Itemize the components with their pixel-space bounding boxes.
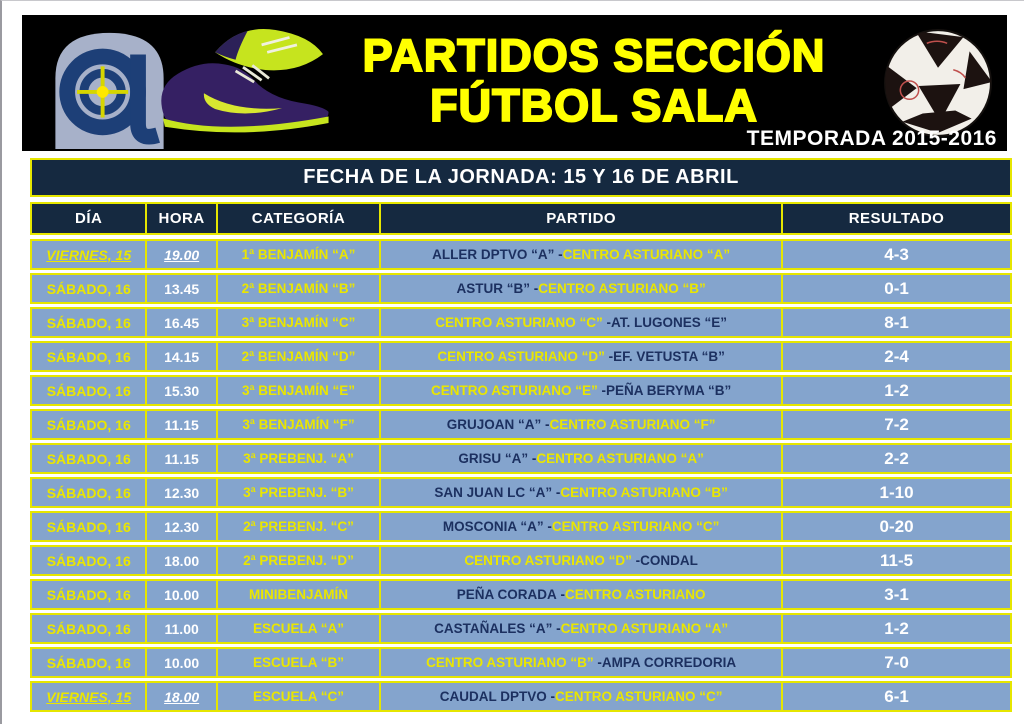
match-result: 3-1: [781, 581, 1010, 608]
table-row: [30, 579, 1012, 610]
away-team: AT. LUGONES “E”: [611, 315, 728, 330]
table-row: [30, 341, 1012, 372]
teams-separator: -: [543, 519, 552, 534]
match-category: 2ª BENJAMÍN “B”: [216, 275, 379, 302]
home-team: MOSCONIA “A”: [442, 519, 544, 534]
away-team: AMPA CORREDORIA: [601, 655, 737, 670]
match-teams: [379, 479, 781, 506]
away-team: CENTRO ASTURIANO “A”: [562, 247, 731, 262]
match-day: VIERNES, 15: [46, 688, 132, 705]
match-result: 0-20: [781, 513, 1010, 540]
soccer-ball-image: [882, 27, 994, 139]
column-header-dia: DÍA: [75, 210, 103, 227]
match-time: 19.00: [145, 241, 215, 268]
match-result: 11-5: [781, 547, 1010, 574]
futsal-shoes-image: [150, 19, 336, 147]
match-day: SÁBADO, 16: [46, 620, 131, 637]
home-team: CENTRO ASTURIANO “B”: [426, 655, 594, 670]
table-row: [30, 239, 1012, 270]
away-team: EF. VETUSTA “B”: [613, 349, 725, 364]
match-time: 15.30: [145, 377, 215, 404]
header-banner: [22, 15, 1007, 151]
match-result: 6-1: [781, 683, 1010, 710]
table-row: [30, 477, 1012, 508]
match-category: 2ª PREBENJ. “C”: [216, 513, 379, 540]
match-result: 8-1: [781, 309, 1010, 336]
table-row: [30, 613, 1012, 644]
title-line1: PARTIDOS SECCIÓN: [362, 30, 826, 81]
teams-separator: -: [546, 689, 556, 704]
match-time: 11.15: [145, 445, 215, 472]
match-category: 3ª BENJAMÍN “F”: [216, 411, 379, 438]
match-result: 2-4: [781, 343, 1010, 370]
match-result: 7-0: [781, 649, 1010, 676]
home-team: CENTRO ASTURIANO “C”: [435, 315, 603, 330]
table-row: [30, 511, 1012, 542]
match-result: 0-1: [781, 275, 1010, 302]
match-category: 3ª BENJAMÍN “E”: [216, 377, 379, 404]
away-team: CENTRO ASTURIANO “F”: [549, 417, 716, 432]
column-header-partido: PARTIDO: [379, 204, 781, 233]
match-time: 14.15: [145, 343, 215, 370]
table-row: [30, 273, 1012, 304]
match-time: 12.30: [145, 479, 215, 506]
match-day: SÁBADO, 16: [46, 348, 131, 365]
match-time: 16.45: [145, 309, 215, 336]
match-category: ESCUELA “C”: [216, 683, 379, 710]
match-teams: [379, 615, 781, 642]
match-category: 2ª PREBENJ. “D”: [216, 547, 379, 574]
table-body: [30, 239, 1012, 712]
match-time: 18.00: [145, 547, 215, 574]
match-teams: [379, 411, 781, 438]
match-day: SÁBADO, 16: [46, 484, 131, 501]
home-team: SAN JUAN LC “A”: [434, 485, 553, 500]
match-day: SÁBADO, 16: [46, 280, 131, 297]
match-day: SÁBADO, 16: [46, 450, 131, 467]
match-day: SÁBADO, 16: [46, 518, 131, 535]
match-time: 12.30: [145, 513, 215, 540]
away-team: CENTRO ASTURIANO “A”: [536, 451, 704, 466]
match-teams: [379, 547, 781, 574]
home-team: GRUJOAN “A”: [446, 417, 542, 432]
match-day: SÁBADO, 16: [46, 314, 131, 331]
away-team: CENTRO ASTURIANO “C”: [551, 519, 720, 534]
teams-separator: -: [552, 485, 561, 500]
match-time: 10.00: [145, 649, 215, 676]
table-row: [30, 681, 1012, 712]
match-result: 1-2: [781, 377, 1010, 404]
home-team: ASTUR “B”: [456, 281, 530, 296]
table-row: [30, 545, 1012, 576]
teams-separator: -: [530, 281, 539, 296]
away-team: CENTRO ASTURIANO: [565, 587, 706, 602]
teams-separator: -: [556, 587, 566, 602]
match-category: 3ª PREBENJ. “A”: [216, 445, 379, 472]
match-teams: [379, 445, 781, 472]
away-team: CENTRO ASTURIANO “C”: [555, 689, 723, 704]
match-teams: [379, 377, 781, 404]
home-team: CAUDAL DPTVO: [439, 689, 547, 704]
match-day: SÁBADO, 16: [46, 382, 131, 399]
match-day: VIERNES, 15: [46, 246, 132, 263]
column-header-categoria: CATEGORÍA: [216, 204, 379, 233]
match-category: 2ª BENJAMÍN “D”: [216, 343, 379, 370]
match-category: ESCUELA “B”: [216, 649, 379, 676]
teams-separator: -: [552, 621, 561, 636]
match-time: 10.00: [145, 581, 215, 608]
title-line2: FÚTBOL SALA: [430, 80, 758, 131]
teams-separator: -: [554, 247, 563, 262]
match-teams: [379, 275, 781, 302]
match-teams: [379, 309, 781, 336]
table-header-row: [30, 202, 1012, 235]
match-day: SÁBADO, 16: [46, 416, 131, 433]
away-team: CENTRO ASTURIANO “B”: [560, 485, 728, 500]
away-team: CENTRO ASTURIANO “A”: [560, 621, 729, 636]
teams-separator: -: [631, 553, 641, 568]
table-row: [30, 443, 1012, 474]
match-teams: [379, 513, 781, 540]
match-category: 1ª BENJAMÍN “A”: [216, 241, 379, 268]
match-result: 7-2: [781, 411, 1010, 438]
match-day: SÁBADO, 16: [46, 552, 131, 569]
away-team: CENTRO ASTURIANO “B”: [538, 281, 706, 296]
match-time: 11.00: [145, 615, 215, 642]
home-team: CENTRO ASTURIANO “D”: [464, 553, 632, 568]
jornada-bar: [30, 158, 1012, 197]
match-category: 3ª BENJAMÍN “C”: [216, 309, 379, 336]
match-teams: [379, 683, 781, 710]
season-label: TEMPORADA 2015-2016: [746, 127, 997, 150]
teams-separator: -: [597, 383, 606, 398]
match-result: 1-2: [781, 615, 1010, 642]
home-team: GRISU “A”: [458, 451, 529, 466]
match-category: 3ª PREBENJ. “B”: [216, 479, 379, 506]
match-category: ESCUELA “A”: [216, 615, 379, 642]
match-category: MINIBENJAMÍN: [216, 581, 379, 608]
table-row: [30, 409, 1012, 440]
match-time: 18.00: [145, 683, 215, 710]
away-team: PEÑA BERYMA “B”: [606, 383, 732, 398]
match-day: SÁBADO, 16: [46, 654, 131, 671]
match-teams: [379, 241, 781, 268]
teams-separator: -: [593, 655, 602, 670]
match-result: 1-10: [781, 479, 1010, 506]
teams-separator: -: [528, 451, 537, 466]
table-row: [30, 647, 1012, 678]
column-header-hora: HORA: [145, 204, 215, 233]
match-time: 13.45: [145, 275, 215, 302]
match-time: 11.15: [145, 411, 215, 438]
teams-separator: -: [604, 349, 614, 364]
away-team: CONDAL: [640, 553, 698, 568]
match-teams: [379, 649, 781, 676]
teams-separator: -: [541, 417, 550, 432]
poster-title: [314, 31, 874, 131]
table-row: [30, 307, 1012, 338]
home-team: ALLER DPTVO “A”: [432, 247, 555, 262]
home-team: CASTAÑALES “A”: [434, 621, 553, 636]
match-teams: [379, 343, 781, 370]
match-day: SÁBADO, 16: [46, 586, 131, 603]
match-teams: [379, 581, 781, 608]
jornada-label: FECHA DE LA JORNADA: 15 Y 16 DE ABRIL: [303, 166, 739, 188]
column-header-resultado: RESULTADO: [781, 204, 1010, 233]
match-result: 4-3: [781, 241, 1010, 268]
schedule-table: [30, 202, 1012, 715]
home-team: CENTRO ASTURIANO “E”: [430, 383, 598, 398]
home-team: CENTRO ASTURIANO “D”: [437, 349, 605, 364]
table-row: [30, 375, 1012, 406]
teams-separator: -: [602, 315, 611, 330]
home-team: PEÑA CORADA: [456, 587, 557, 602]
match-result: 2-2: [781, 445, 1010, 472]
